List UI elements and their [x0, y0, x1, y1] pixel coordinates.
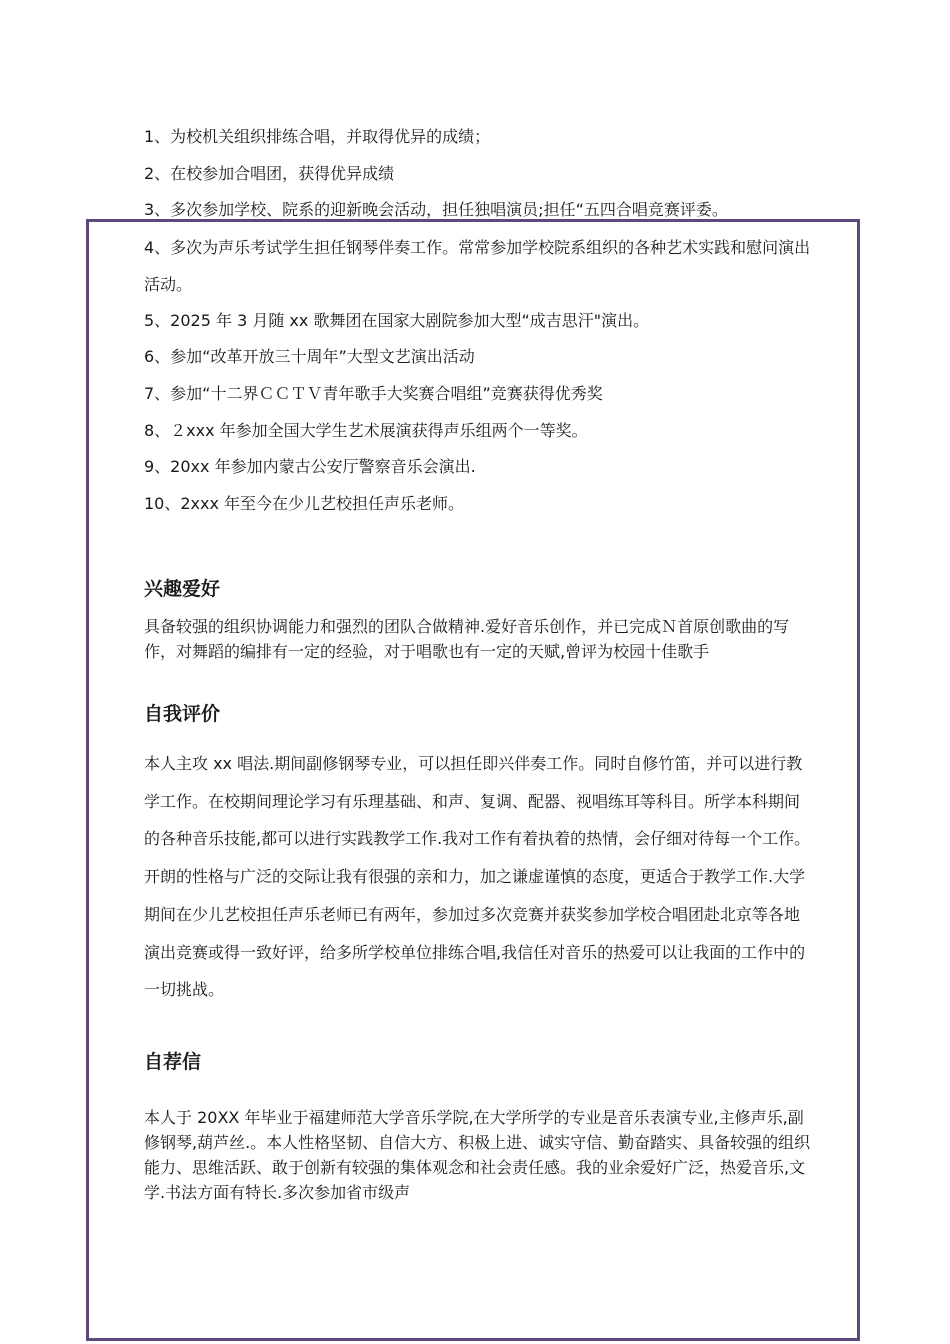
list-item: 3、多次参加学校、院系的迎新晚会活动，担任独唱演员;担任“五四合唱竞赛评委。	[144, 200, 728, 219]
cover-letter-heading: 自荐信	[144, 1051, 202, 1073]
list-item: 4、多次为声乐考试学生担任钢琴伴奏工作。常常参加学校院系组织的各种艺术实践和慰问演出活动。	[144, 238, 811, 294]
cover-letter-text: 本人于 20XX 年毕业于福建师范大学音乐学院,在大学所学的专业是音乐表演专业,主修声乐,副修钢琴,葫芦丝.。本人性格坚韧、自信大方、积极上进、诚实守信、勤奋踏实、具备较强的组织能力、思维活跃、敢于创新有较强的集体观念和社会责任感。我的业余爱好广泛，热爱音乐,文学.书法方面有特长.多次参加省市级声	[144, 1108, 811, 1202]
list-item: 9、20xx 年参加内蒙古公安厅警察音乐会演出.	[144, 457, 476, 476]
list-item: 6、参加“改革开放三十周年”大型文艺演出活动	[144, 347, 475, 366]
hobbies-text: 具备较强的组织协调能力和强烈的团队合做精神.爱好音乐创作，并已完成Ｎ首原创歌曲的写作，对舞蹈的编排有一定的经验，对于唱歌也有一定的天赋,曾评为校园十佳歌手	[144, 617, 790, 661]
self-evaluation-text: 本人主攻 xx 唱法.期间副修钢琴专业，可以担任即兴伴奏工作。同时自修竹笛，并可以进行教学工作。在校期间理论学习有乐理基础、和声、复调、配器、视唱练耳等科目。所学本科期间的各种音乐技能,都可以进行实践教学工作.我对工作有着执着的热情，会仔细对待每一个工作。开朗的性格与广泛的交际让我有很强的亲和力，加之谦虚谨慎的态度，更适合于教学工作.大学期间在少儿艺校担任声乐老师已有两年，参加过多次竞赛并获奖参加学校合唱团赴北京等各地演出竞赛或得一致好评，给多所学校单位排练合唱,我信任对音乐的热爱可以让我面的工作中的一切挑战。	[144, 754, 811, 1000]
list-item: 8、２xxx 年参加全国大学生艺术展演获得声乐组两个一等奖。	[144, 421, 588, 440]
list-item: 7、参加“十二界ＣＣＴＶ青年歌手大奖赛合唱组”竞赛获得优秀奖	[144, 384, 603, 403]
list-item: 10、2xxx 年至今在少儿艺校担任声乐老师。	[144, 494, 465, 513]
hobbies-heading: 兴趣爱好	[144, 578, 221, 600]
self-evaluation-heading: 自我评价	[144, 703, 221, 725]
list-item: 5、2025 年 3 月随 xx 歌舞团在国家大剧院参加大型“成吉思汗"演出。	[144, 311, 650, 330]
list-item: 1、为校机关组织排练合唱，并取得优异的成绩；	[144, 127, 491, 146]
list-item: 2、在校参加合唱团，获得优异成绩	[144, 164, 395, 183]
